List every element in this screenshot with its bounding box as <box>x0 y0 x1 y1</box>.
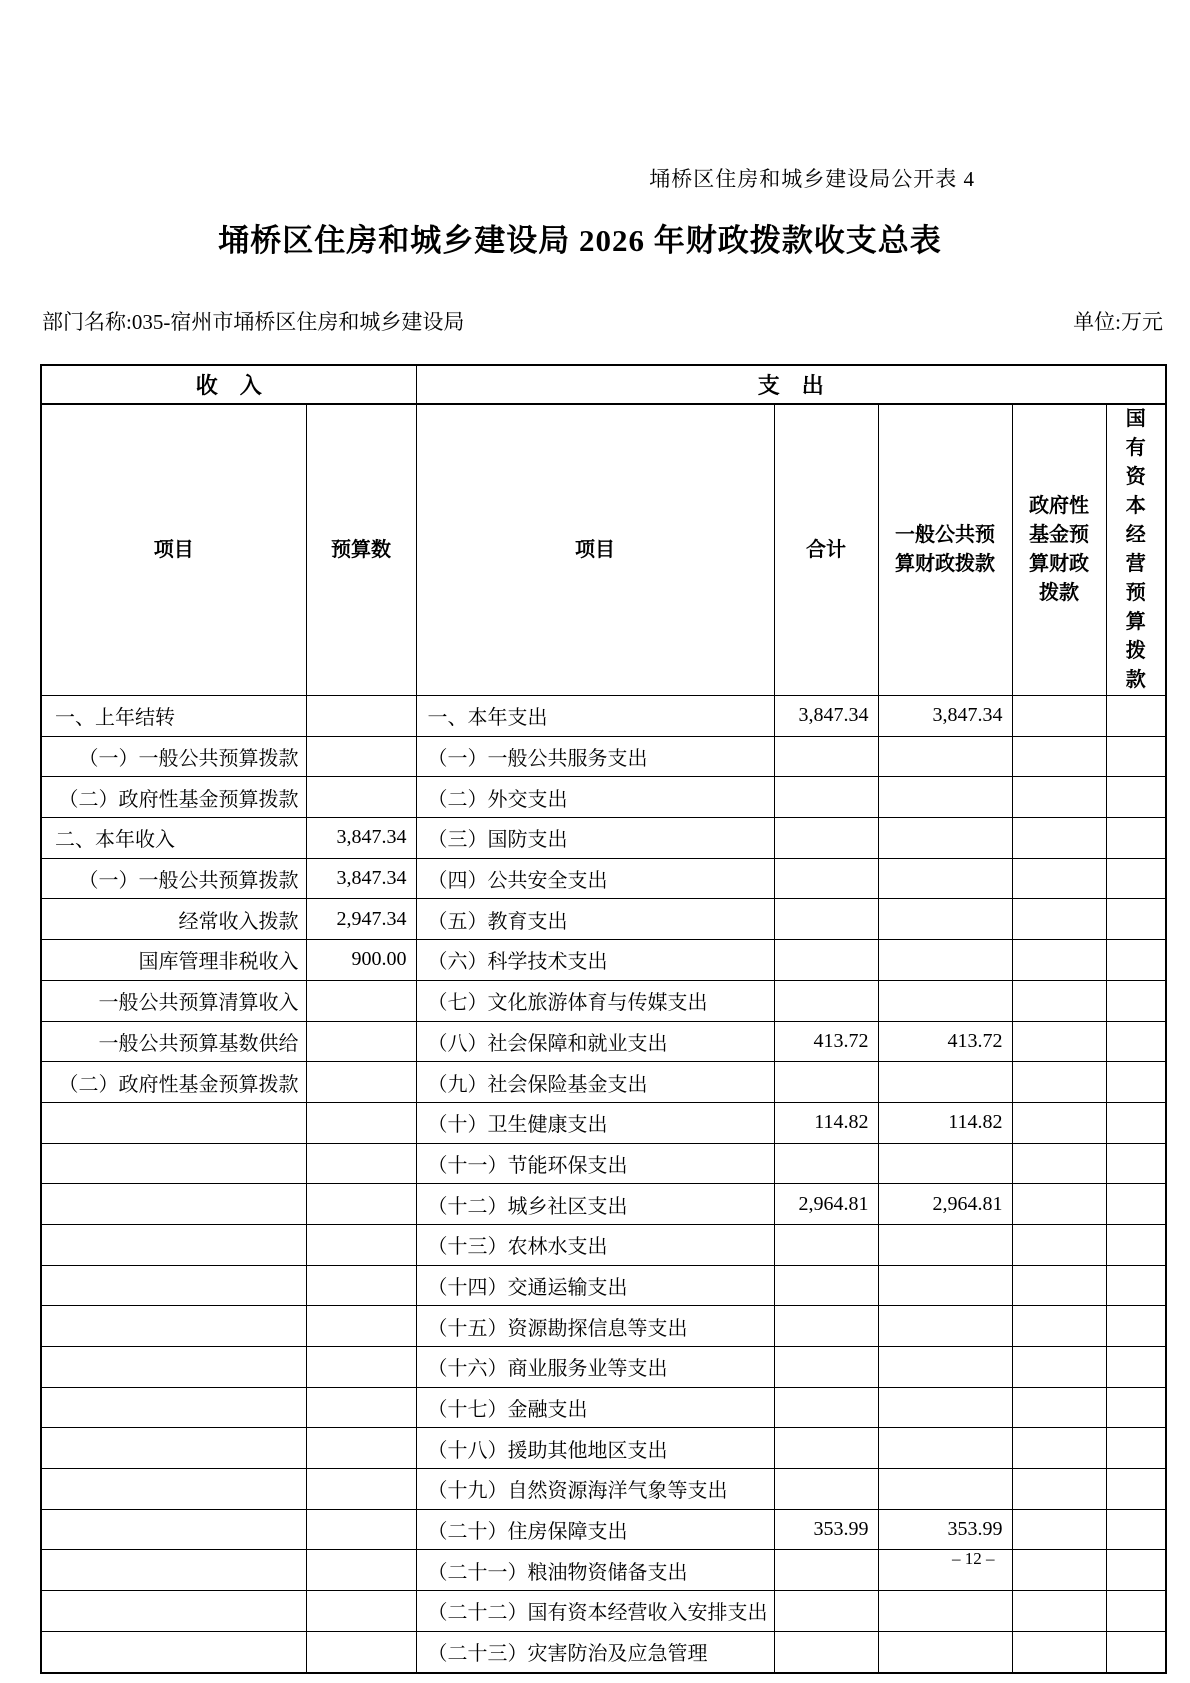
expenditure-item-cell: （十一）节能环保支出 <box>416 1143 774 1184</box>
state-capital-budget-cell <box>1106 1265 1166 1306</box>
income-item-cell: 国库管理非税收入 <box>41 940 306 981</box>
page-number: – 12 – <box>952 1549 995 1568</box>
state-capital-budget-cell <box>1106 858 1166 899</box>
state-capital-budget-cell <box>1106 1347 1166 1388</box>
gov-fund-budget-cell <box>1012 1469 1106 1510</box>
expenditure-section-header: 支 出 <box>416 365 1166 404</box>
expenditure-total-cell: 3,847.34 <box>774 696 878 737</box>
income-budget-cell <box>306 1550 416 1591</box>
state-capital-budget-cell <box>1106 1224 1166 1265</box>
general-public-budget-cell <box>878 1428 1012 1469</box>
state-capital-budget-cell <box>1106 1021 1166 1062</box>
income-budget-cell <box>306 1631 416 1672</box>
page-title: 埇桥区住房和城乡建设局 2026 年财政拨款收支总表 <box>218 223 942 258</box>
col-header-general-public: 一般公共预算财政拨款 <box>878 404 1012 696</box>
income-item-cell: 二、本年收入 <box>41 818 306 859</box>
income-item-cell <box>41 1265 306 1306</box>
state-capital-budget-cell <box>1106 1469 1166 1510</box>
table-row <box>41 1265 1166 1306</box>
expenditure-total-cell <box>774 1143 878 1184</box>
general-public-budget-cell <box>878 899 1012 940</box>
income-item-cell <box>41 1469 306 1510</box>
gov-fund-budget-cell <box>1012 1550 1106 1591</box>
state-capital-budget-cell <box>1106 736 1166 777</box>
state-capital-budget-cell <box>1106 1387 1166 1428</box>
col-header-income-item: 项目 <box>41 404 306 696</box>
income-item-cell: 经常收入拨款 <box>41 899 306 940</box>
income-budget-cell <box>306 1387 416 1428</box>
gov-fund-budget-cell <box>1012 1591 1106 1632</box>
gov-fund-budget-cell <box>1012 736 1106 777</box>
expenditure-total-cell <box>774 1265 878 1306</box>
expenditure-total-cell <box>774 940 878 981</box>
general-public-budget-cell: 114.82 <box>878 1102 1012 1143</box>
state-capital-budget-cell <box>1106 818 1166 859</box>
table-row <box>41 1469 1166 1510</box>
income-budget-cell <box>306 1306 416 1347</box>
gov-fund-budget-cell <box>1012 1631 1106 1672</box>
expenditure-item-cell: （六）科学技术支出 <box>416 940 774 981</box>
income-budget-cell <box>306 1102 416 1143</box>
expenditure-total-cell <box>774 777 878 818</box>
general-public-budget-cell <box>878 1224 1012 1265</box>
expenditure-item-cell: （五）教育支出 <box>416 899 774 940</box>
table-row <box>41 1509 1166 1550</box>
income-item-cell: （一）一般公共预算拨款 <box>41 736 306 777</box>
table-body <box>41 696 1166 1673</box>
table-row <box>41 1102 1166 1143</box>
table-row <box>41 1143 1166 1184</box>
expenditure-total-cell <box>774 1550 878 1591</box>
gov-fund-budget-cell <box>1012 940 1106 981</box>
income-item-cell <box>41 1184 306 1225</box>
income-budget-cell <box>306 1265 416 1306</box>
income-item-cell: （二）政府性基金预算拨款 <box>41 777 306 818</box>
table-row <box>41 1062 1166 1103</box>
income-item-cell: 一般公共预算基数供给 <box>41 1021 306 1062</box>
income-section-header: 收 入 <box>41 365 416 404</box>
general-public-budget-cell <box>878 818 1012 859</box>
income-budget-cell <box>306 1509 416 1550</box>
table-row <box>41 1631 1166 1672</box>
state-capital-budget-cell <box>1106 1062 1166 1103</box>
income-budget-cell <box>306 1062 416 1103</box>
state-capital-budget-cell <box>1106 899 1166 940</box>
expenditure-item-cell: （二十三）灾害防治及应急管理 <box>416 1631 774 1672</box>
income-item-cell <box>41 1102 306 1143</box>
general-public-budget-cell: 2,964.81 <box>878 1184 1012 1225</box>
header-note: 埇桥区住房和城乡建设局公开表 4 <box>649 167 975 191</box>
expenditure-item-cell: （十九）自然资源海洋气象等支出 <box>416 1469 774 1510</box>
budget-table <box>40 364 1167 1674</box>
income-item-cell <box>41 1631 306 1672</box>
col-header-state-capital: 国有资本经营预算拨款 <box>1106 404 1166 696</box>
general-public-budget-cell <box>878 1387 1012 1428</box>
gov-fund-budget-cell <box>1012 818 1106 859</box>
general-public-budget-cell <box>878 777 1012 818</box>
expenditure-item-cell: （二十一）粮油物资储备支出 <box>416 1550 774 1591</box>
expenditure-item-cell: （十六）商业服务业等支出 <box>416 1347 774 1388</box>
column-header-row <box>41 404 1166 696</box>
expenditure-total-cell <box>774 1347 878 1388</box>
income-budget-cell <box>306 1021 416 1062</box>
expenditure-item-cell: （十五）资源勘探信息等支出 <box>416 1306 774 1347</box>
income-item-cell <box>41 1306 306 1347</box>
income-budget-cell: 900.00 <box>306 940 416 981</box>
gov-fund-budget-cell <box>1012 1021 1106 1062</box>
table-row <box>41 1428 1166 1469</box>
general-public-budget-cell: 413.72 <box>878 1021 1012 1062</box>
expenditure-item-cell: 一、本年支出 <box>416 696 774 737</box>
gov-fund-budget-cell <box>1012 777 1106 818</box>
expenditure-item-cell: （十二）城乡社区支出 <box>416 1184 774 1225</box>
table-row <box>41 1306 1166 1347</box>
state-capital-budget-cell <box>1106 1428 1166 1469</box>
income-item-cell <box>41 1550 306 1591</box>
expenditure-item-cell: （十四）交通运输支出 <box>416 1265 774 1306</box>
table-row <box>41 736 1166 777</box>
col-header-income-budget: 预算数 <box>306 404 416 696</box>
income-budget-cell: 2,947.34 <box>306 899 416 940</box>
expenditure-total-cell <box>774 980 878 1021</box>
expenditure-total-cell <box>774 1387 878 1428</box>
expenditure-total-cell <box>774 1469 878 1510</box>
income-budget-cell: 3,847.34 <box>306 858 416 899</box>
income-budget-cell <box>306 1184 416 1225</box>
table-row <box>41 1021 1166 1062</box>
gov-fund-budget-cell <box>1012 1428 1106 1469</box>
gov-fund-budget-cell <box>1012 1306 1106 1347</box>
state-capital-budget-cell <box>1106 1591 1166 1632</box>
income-item-cell <box>41 1591 306 1632</box>
general-public-budget-cell <box>878 1631 1012 1672</box>
state-capital-budget-cell <box>1106 1184 1166 1225</box>
expenditure-total-cell <box>774 818 878 859</box>
state-capital-budget-cell <box>1106 696 1166 737</box>
income-budget-cell <box>306 1428 416 1469</box>
table-row <box>41 1591 1166 1632</box>
general-public-budget-cell <box>878 858 1012 899</box>
expenditure-item-cell: （四）公共安全支出 <box>416 858 774 899</box>
expenditure-item-cell: （二十）住房保障支出 <box>416 1509 774 1550</box>
table-row <box>41 858 1166 899</box>
table-row <box>41 1184 1166 1225</box>
expenditure-item-cell: （一）一般公共服务支出 <box>416 736 774 777</box>
expenditure-total-cell <box>774 899 878 940</box>
section-header-row <box>41 365 1166 404</box>
state-capital-budget-cell <box>1106 1143 1166 1184</box>
expenditure-total-cell <box>774 1428 878 1469</box>
general-public-budget-cell <box>878 1062 1012 1103</box>
income-item-cell <box>41 1143 306 1184</box>
gov-fund-budget-cell <box>1012 980 1106 1021</box>
gov-fund-budget-cell <box>1012 1102 1106 1143</box>
expenditure-item-cell: （七）文化旅游体育与传媒支出 <box>416 980 774 1021</box>
general-public-budget-cell: 353.99 <box>878 1509 1012 1550</box>
expenditure-total-cell: 114.82 <box>774 1102 878 1143</box>
income-budget-cell <box>306 736 416 777</box>
expenditure-total-cell <box>774 1631 878 1672</box>
general-public-budget-cell <box>878 1469 1012 1510</box>
income-budget-cell <box>306 1143 416 1184</box>
state-capital-budget-cell <box>1106 1550 1166 1591</box>
meta-row <box>42 306 1163 336</box>
income-item-cell <box>41 1428 306 1469</box>
income-item-cell: （一）一般公共预算拨款 <box>41 858 306 899</box>
income-item-cell: 一般公共预算清算收入 <box>41 980 306 1021</box>
gov-fund-budget-cell <box>1012 858 1106 899</box>
col-header-expenditure-item: 项目 <box>416 404 774 696</box>
general-public-budget-cell <box>878 1265 1012 1306</box>
general-public-budget-cell <box>878 1306 1012 1347</box>
expenditure-total-cell: 413.72 <box>774 1021 878 1062</box>
income-budget-cell <box>306 1469 416 1510</box>
income-budget-cell <box>306 980 416 1021</box>
department-name: 部门名称:035-宿州市埇桥区住房和城乡建设局 <box>42 310 465 334</box>
gov-fund-budget-cell <box>1012 1184 1106 1225</box>
expenditure-total-cell <box>774 736 878 777</box>
income-budget-cell <box>306 1224 416 1265</box>
gov-fund-budget-cell <box>1012 1509 1106 1550</box>
income-item-cell <box>41 1509 306 1550</box>
state-capital-budget-cell <box>1106 940 1166 981</box>
state-capital-budget-cell <box>1106 980 1166 1021</box>
income-item-cell: 一、上年结转 <box>41 696 306 737</box>
income-item-cell <box>41 1347 306 1388</box>
gov-fund-budget-cell <box>1012 696 1106 737</box>
general-public-budget-cell: 3,847.34 <box>878 696 1012 737</box>
income-item-cell: （二）政府性基金预算拨款 <box>41 1062 306 1103</box>
expenditure-item-cell: （九）社会保险基金支出 <box>416 1062 774 1103</box>
gov-fund-budget-cell <box>1012 1265 1106 1306</box>
state-capital-budget-cell <box>1106 777 1166 818</box>
expenditure-total-cell <box>774 1306 878 1347</box>
table-row <box>41 777 1166 818</box>
general-public-budget-cell <box>878 1143 1012 1184</box>
general-public-budget-cell <box>878 736 1012 777</box>
general-public-budget-cell <box>878 1591 1012 1632</box>
expenditure-total-cell <box>774 858 878 899</box>
general-public-budget-cell <box>878 980 1012 1021</box>
expenditure-item-cell: （十）卫生健康支出 <box>416 1102 774 1143</box>
income-budget-cell: 3,847.34 <box>306 818 416 859</box>
table-row <box>41 940 1166 981</box>
gov-fund-budget-cell <box>1012 1062 1106 1103</box>
table-row <box>41 1224 1166 1265</box>
expenditure-item-cell: （十七）金融支出 <box>416 1387 774 1428</box>
expenditure-item-cell: （二）外交支出 <box>416 777 774 818</box>
state-capital-budget-cell <box>1106 1306 1166 1347</box>
income-budget-cell <box>306 777 416 818</box>
gov-fund-budget-cell <box>1012 1387 1106 1428</box>
state-capital-budget-cell <box>1106 1509 1166 1550</box>
unit-label: 单位:万元 <box>1073 310 1163 334</box>
general-public-budget-cell <box>878 940 1012 981</box>
col-header-total: 合计 <box>774 404 878 696</box>
expenditure-total-cell <box>774 1224 878 1265</box>
table-row <box>41 899 1166 940</box>
expenditure-total-cell: 2,964.81 <box>774 1184 878 1225</box>
income-budget-cell <box>306 1591 416 1632</box>
state-capital-budget-cell <box>1106 1631 1166 1672</box>
col-header-gov-fund: 政府性基金预算财政拨款 <box>1012 404 1106 696</box>
table-row <box>41 1387 1166 1428</box>
income-budget-cell <box>306 696 416 737</box>
income-budget-cell <box>306 1347 416 1388</box>
gov-fund-budget-cell <box>1012 899 1106 940</box>
expenditure-item-cell: （八）社会保障和就业支出 <box>416 1021 774 1062</box>
expenditure-item-cell: （十八）援助其他地区支出 <box>416 1428 774 1469</box>
income-item-cell <box>41 1387 306 1428</box>
gov-fund-budget-cell <box>1012 1224 1106 1265</box>
expenditure-item-cell: （二十二）国有资本经营收入安排支出 <box>416 1591 774 1632</box>
table-row <box>41 1347 1166 1388</box>
state-capital-budget-cell <box>1106 1102 1166 1143</box>
expenditure-item-cell: （十三）农林水支出 <box>416 1224 774 1265</box>
expenditure-item-cell: （三）国防支出 <box>416 818 774 859</box>
expenditure-total-cell <box>774 1591 878 1632</box>
expenditure-total-cell: 353.99 <box>774 1509 878 1550</box>
gov-fund-budget-cell <box>1012 1347 1106 1388</box>
table-row <box>41 980 1166 1021</box>
table-row <box>41 1550 1166 1591</box>
expenditure-total-cell <box>774 1062 878 1103</box>
gov-fund-budget-cell <box>1012 1143 1106 1184</box>
general-public-budget-cell <box>878 1347 1012 1388</box>
income-item-cell <box>41 1224 306 1265</box>
table-row <box>41 818 1166 859</box>
table-row <box>41 696 1166 737</box>
